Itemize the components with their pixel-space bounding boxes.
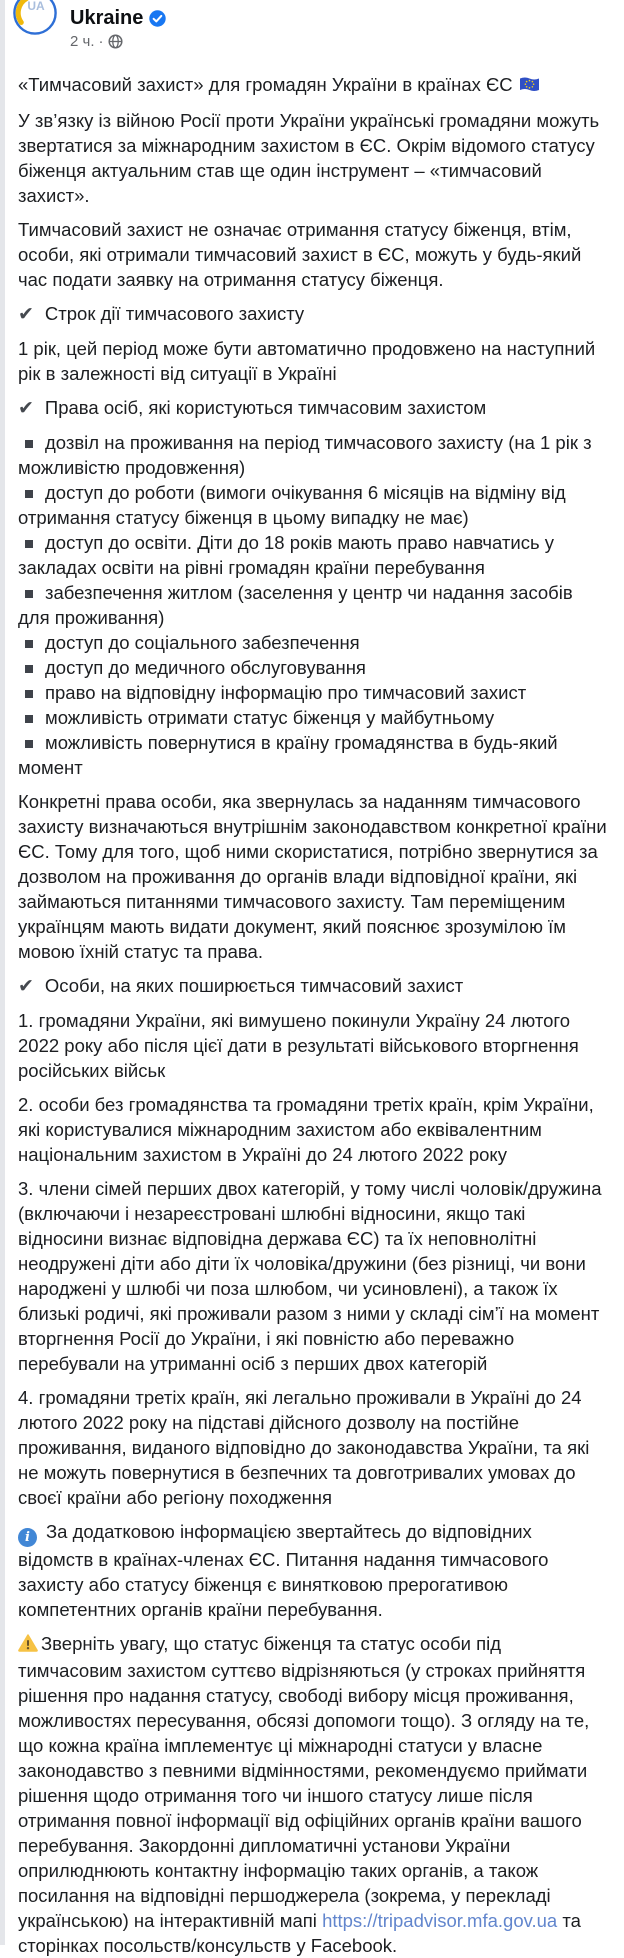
tripadvisor-map-link[interactable]: https://tripadvisor.mfa.gov.ua [322,1910,558,1931]
ukraine-logo-icon [13,0,57,35]
paragraph-duration: 1 рік, цей період може бути автоматично продовжено на наступний рік в залежності від ситуації в Україні [18,338,596,384]
post-title [18,72,608,99]
scope-item-3: 3. члени сімей перших двох категорій, у тому числі чоловік/дружина (включаючи і незареєстровані шлюбні відносини, якщо такі відносини визнає відповідна держава ЄС) та їх неповнолітні неодружені діти або діти їх чоловіка/дружини (без різниці, чи вони народжені у шлюбі чи поза шлюбом, чи усиновлені), а також їх близькі родичі, які проживали разом з ними у складі сім’ї на момент вторгнення Росії до України, і які повністю або переважно перебували на утриманні осіб з перших двох категорій [18,1178,602,1374]
paragraph-info-note [18,1519,608,1622]
section-heading-rights-text: Права осіб, які користуються тимчасовим захистом [44,397,487,418]
bullet-square-icon [25,440,33,448]
bullet-square-icon [25,690,33,698]
scope-item-2: 2. особи без громадянства та громадяни третіх країн, крім України, які користувалися міжнародним захистом або еквівалентним національним захистом в Україні до 24 лютого 2022 року [18,1094,594,1165]
page-name-row [70,6,608,30]
section-heading-scope-text: Особи, на яких поширюється тимчасовий захист [44,975,464,996]
rights-bullet-item [18,530,608,580]
rights-bullet-text: право на відповідну інформацію про тимчасовий захист [45,682,527,703]
rights-bullet-item [18,630,608,655]
post-timestamp[interactable]: 2 ч. [70,33,95,50]
meta-separator: · [98,33,104,50]
rights-bullet-list [18,430,608,780]
rights-bullet-item [18,480,608,530]
bullet-square-icon [25,540,33,548]
rights-bullet-item [18,705,608,730]
page-avatar[interactable] [13,0,57,35]
rights-bullet-item [18,680,608,705]
post-header [0,0,624,56]
bullet-square-icon [25,490,33,498]
warning-text-before-link: Зверніть увагу, що статус біженця та статус особи під тимчасовим захистом суттєво відрізняються (у строках прийняття рішення про надання статусу, свободі вибору місця проживання, можливостях пересування, обсязі допомоги тощо). З огляду на те, що кожна країна імплементує ці міжнародні статуси у власне законодавство з певними відмінностями, рекомендуємо приймати рішення щодо отримання того чи іншого статусу лише після отримання повної інформації від офіційних органів країни вашого перебування. Закордонні дипломатичні установи України оприлюднюють контактну інформацію таких органів, а також посилання на відповідні першоджерела (зокрема, у перекладі українською) на інтерактивній мапі [18,1633,590,1931]
public-globe-icon [108,34,123,49]
rights-bullet-text: доступ до соціального забезпечення [45,632,360,653]
rights-bullet-item [18,580,608,630]
bullet-square-icon [25,740,33,748]
verified-badge-icon [149,10,166,27]
info-note-text: За додатковою інформацією звертайтесь до відповідних відомств в країнах-членах ЄС. Питання надання тимчасового захисту або статусу біженця є винятковою прерогативою компетентних органів країни перебування. [18,1521,549,1620]
scope-item-4: 4. громадяни третіх країн, які легально проживали в Україні до 24 лютого 2022 року на підставі дійсного дозволу на постійне проживання, виданого відповідно до законодавства України, та які не можуть повернутися в безпечних та довготривалих умовах до своєї країни або регіону походження [18,1387,590,1508]
post-title-text: «Тимчасовий захист» для громадян України в країнах ЄС [18,74,513,95]
avatar-monogram: UA [27,0,45,13]
page-name[interactable]: Ukraine [70,7,144,29]
rights-bullet-item [18,655,608,680]
rights-bullet-item [18,430,608,480]
post-body [0,56,624,1958]
rights-bullet-text: доступ до освіти. Діти до 18 років мають право навчатись у закладах освіти на рівні громадян країни перебування [18,532,554,578]
warning-text-after-link: та сторінках посольств/консульств у Facebook. [18,1910,581,1956]
paragraph-temp-vs-refugee: Тимчасовий захист не означає отримання статусу біженця, втім, особи, які отримали тимчасовий захист в ЄС, можуть у будь-який час подати заявку на отримання статусу біженця. [18,219,582,290]
rights-bullet-text: забезпечення житлом (заселення у центр чи надання засобів для проживання) [18,582,573,628]
section-heading-rights [18,395,608,421]
rights-bullet-text: можливість отримати статус біженця у майбутньому [45,707,495,728]
check-mark-icon [18,975,34,997]
check-mark-icon [18,397,34,419]
rights-bullet-text: дозвіл на проживання на період тимчасового захисту (на 1 рік з можливістю продовження) [18,432,592,478]
header-text [70,6,608,50]
paragraph-intro: У зв’язку із війною Росії проти України українські громадяни можуть звертатися за міжнародним захистом в ЄС. Окрім відомого статусу біженця актуальним став ще один інструмент – «тимчасовий захист». [18,110,600,206]
section-heading-scope [18,973,608,999]
paragraph-warning [18,1631,608,1958]
bullet-square-icon [25,640,33,648]
page-background-edge [0,0,5,1945]
rights-bullet-text: можливість повернутися в країну громадянства в будь-який момент [18,732,558,778]
bullet-square-icon [25,715,33,723]
warning-icon [18,1633,38,1658]
eu-flag-icon [519,74,540,99]
rights-bullet-item [18,730,608,780]
post-meta-row [70,33,608,50]
check-mark-icon [18,303,34,325]
rights-bullet-text: доступ до медичного обслуговування [45,657,366,678]
bullet-square-icon [25,665,33,673]
scope-item-1: 1. громадяни України, які вимушено покинули Україну 24 лютого 2022 року або після цієї дати в результаті військового вторгнення російських військ [18,1010,579,1081]
section-heading-duration-text: Строк дії тимчасового захисту [44,303,305,324]
section-heading-duration [18,301,608,327]
info-icon [18,1528,37,1547]
paragraph-specific-rights: Конкретні права особи, яка звернулась за наданням тимчасового захисту визначаються внутрішнім законодавством конкретної країни ЄС. Тому для того, щоб ними скористатися, потрібно звернутися за дозволом на проживання до органів влади відповідної країни, які займаються питаннями тимчасового захисту. Там переміщеним українцям мають видати документ, який пояснює зрозумілою їм мовою їхній статус та права. [18,791,607,962]
bullet-square-icon [25,590,33,598]
rights-bullet-text: доступ до роботи (вимоги очікування 6 місяців на відміну від отримання статусу біженця в цьому випадку не має) [18,482,566,528]
